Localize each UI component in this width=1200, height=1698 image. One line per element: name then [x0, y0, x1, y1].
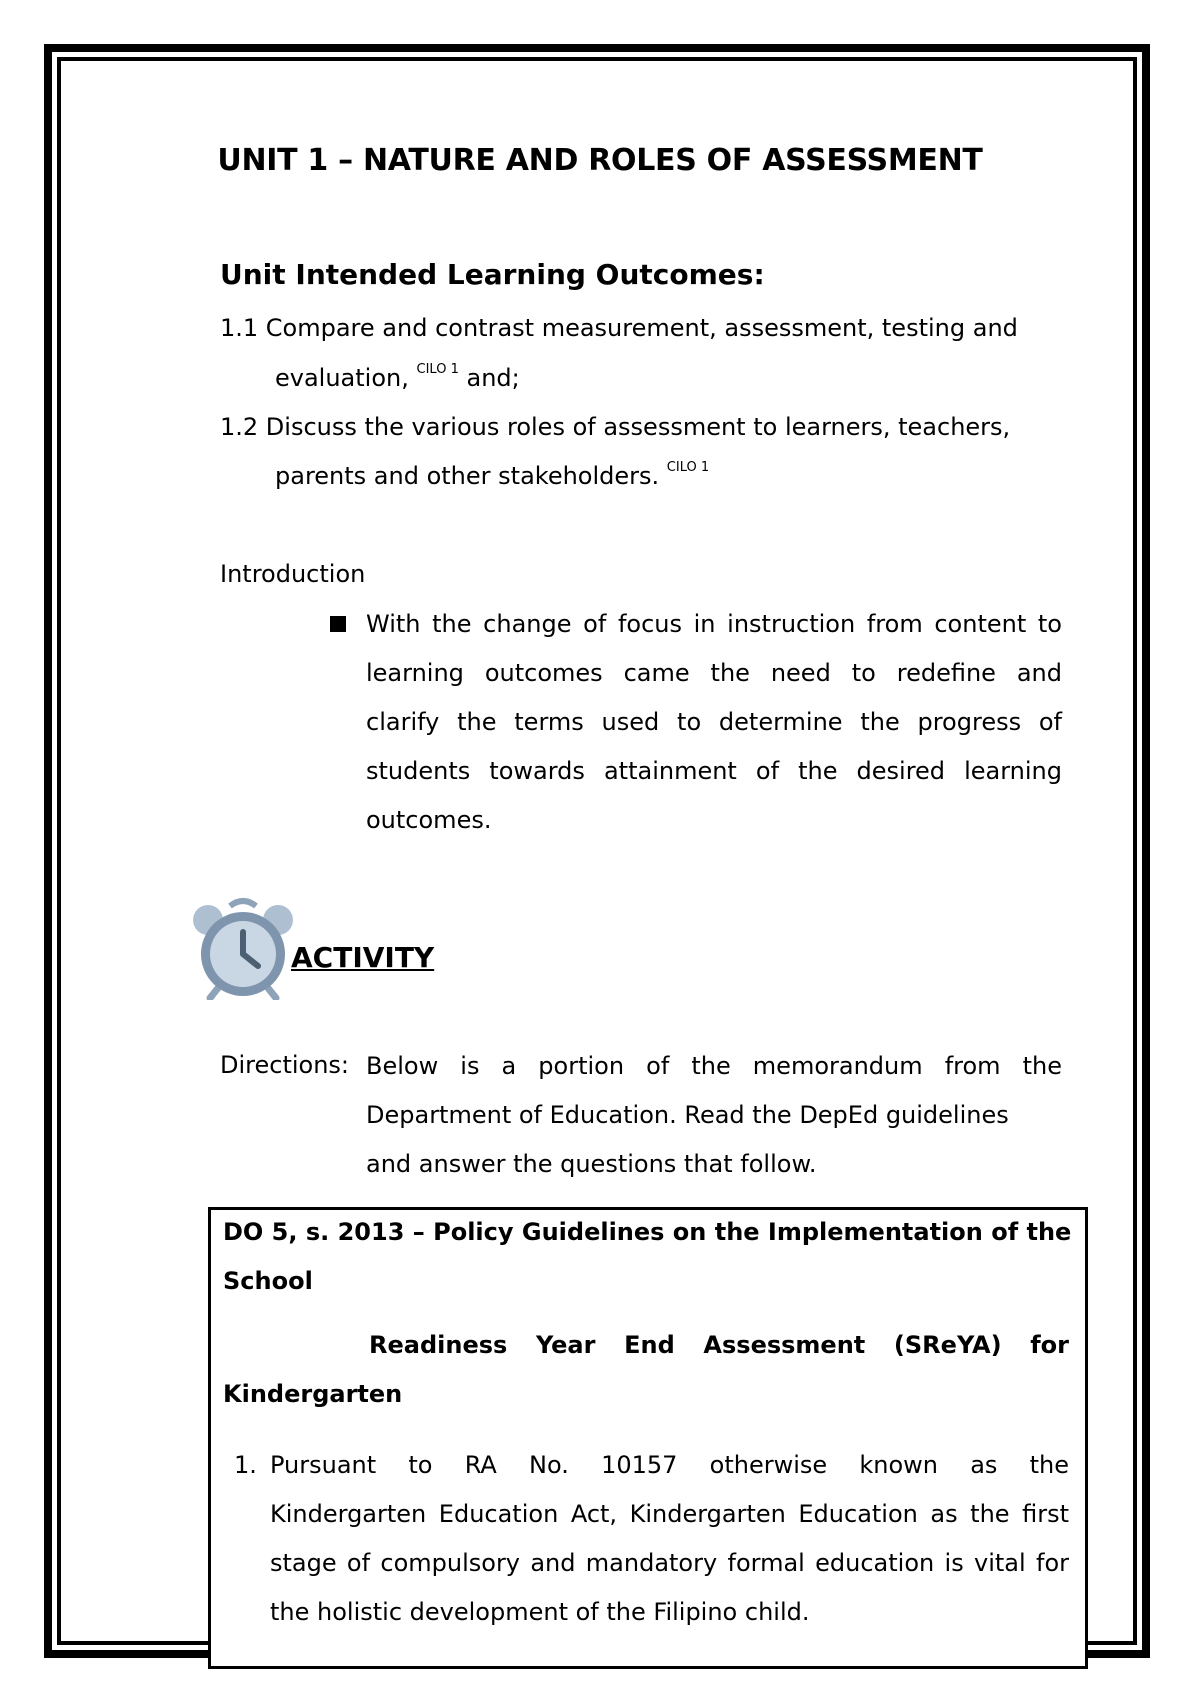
- directions-line: Department of Education. Read the DepEd guidelines: [366, 1101, 1009, 1129]
- memo-line: Kindergarten Education Act, Kindergarten Education as the first: [270, 1500, 1069, 1528]
- outcome-1-2: 1.2 Discuss the various roles of assessment to learners, teachers,: [220, 413, 1011, 441]
- cilo-superscript: CILO 1: [666, 460, 710, 475]
- bullet-line: students towards attainment of the desired learning: [366, 757, 1062, 785]
- bullet-line: clarify the terms used to determine the progress of: [366, 708, 1062, 736]
- bullet-line: With the change of focus in instruction from content to: [366, 610, 1062, 638]
- outcome-1-1-cont: evaluation, $^{CILO 1}$ and;: [275, 362, 520, 392]
- directions-label: Directions:: [220, 1051, 350, 1079]
- square-bullet-icon: [330, 616, 346, 632]
- bullet-line: outcomes.: [366, 806, 492, 834]
- memo-title-line: Readiness Year End Assessment (SReYA) for: [369, 1331, 1069, 1359]
- memo-line: stage of compulsory and mandatory formal education is vital for: [270, 1549, 1069, 1577]
- bullet-line: learning outcomes came the need to redefine and: [366, 659, 1062, 687]
- introduction-heading: Introduction: [220, 560, 366, 588]
- directions-text: [366, 1042, 1062, 1189]
- unit-title: UNIT 1 – NATURE AND ROLES OF ASSESSMENT: [217, 143, 983, 178]
- cilo-superscript: CILO 1: [416, 362, 459, 377]
- outcome-1-2-cont: parents and other stakeholders. $^{CILO 1}$: [275, 460, 710, 490]
- memo-item-text: [270, 1441, 1069, 1637]
- memo-title-line: DO 5, s. 2013 – Policy Guidelines on the Implementation of the: [223, 1218, 1072, 1246]
- introduction-bullet-text: [366, 600, 1062, 845]
- directions-line: and answer the questions that follow.: [366, 1150, 817, 1178]
- outcome-1-1: 1.1 Compare and contrast measurement, assessment, testing and: [220, 314, 1018, 342]
- activity-heading: ACTIVITY: [291, 941, 435, 974]
- alarm-clock-icon: [190, 896, 296, 1000]
- directions-line: Below is a portion of the memorandum from the: [366, 1052, 1062, 1080]
- memo-title-line: Kindergarten: [223, 1380, 403, 1408]
- memo-title-line: School: [223, 1267, 313, 1295]
- memo-line: Pursuant to RA No. 10157 otherwise known as the: [270, 1451, 1069, 1479]
- memo-item-number: 1.: [234, 1451, 257, 1479]
- memo-line: the holistic development of the Filipino child.: [270, 1598, 810, 1626]
- outcomes-heading: Unit Intended Learning Outcomes:: [220, 258, 765, 291]
